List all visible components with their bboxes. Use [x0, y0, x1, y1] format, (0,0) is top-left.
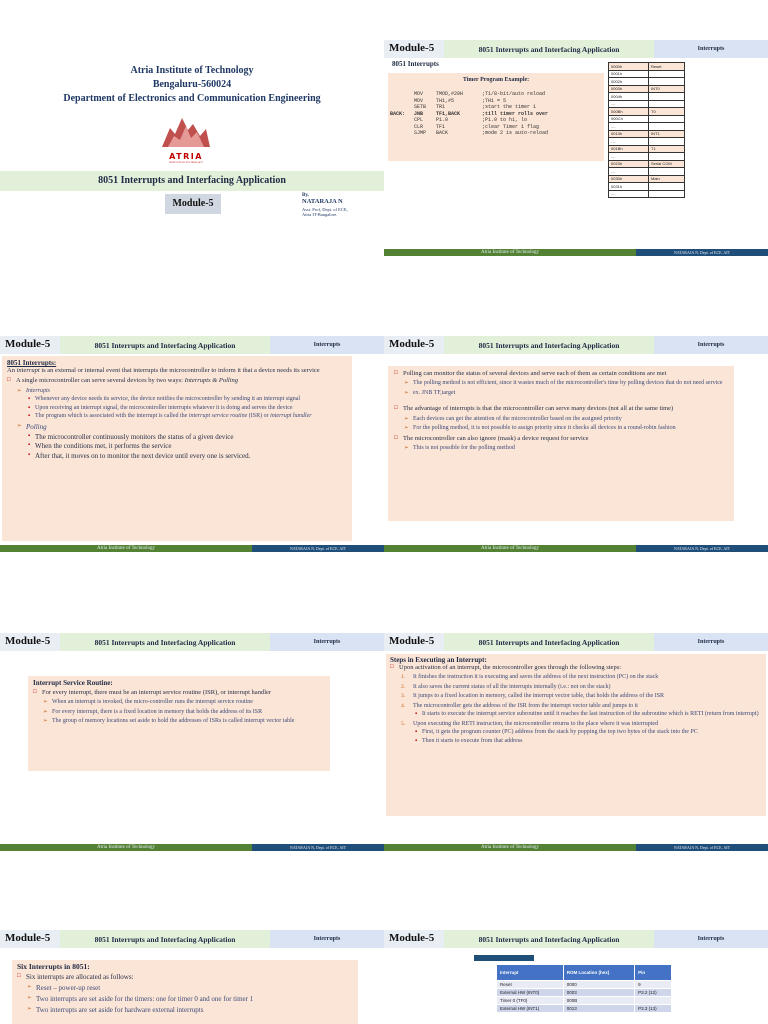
code-op: MOV — [414, 91, 424, 97]
sub-list — [403, 416, 728, 433]
detail-list — [413, 729, 762, 745]
vector-address: 0023h — [609, 160, 649, 168]
text-span: Interrupts & Polling — [184, 377, 239, 385]
code-arg: TF1,BACK — [436, 110, 461, 117]
slide-header — [384, 930, 768, 948]
sub-item: ➢ Each devices can get the attention of the microcontroller based on the assigned priority — [403, 416, 728, 424]
slide-cover — [0, 40, 384, 262]
vector-row — [609, 130, 685, 138]
table-cell: External HW (INT0) — [497, 989, 564, 997]
vector-name: Reset — [649, 63, 685, 71]
slide-header — [384, 336, 768, 354]
vector-row — [609, 108, 685, 116]
slide-header — [384, 40, 768, 58]
vector-row — [609, 93, 685, 101]
vector-address: .... — [609, 138, 649, 146]
bullet-list — [17, 973, 353, 1014]
table-cell: 000B — [563, 997, 634, 1005]
vector-address: .... — [609, 123, 649, 131]
slide-topic: Interrupts — [654, 633, 768, 651]
atria-logo — [160, 114, 212, 164]
detail-item: ▪ It starts to execute the interrupt service subroutine until it reaches the last instruction of the subroutine which is RETI (return from interrupt) — [413, 711, 762, 719]
sub-item: ➢ The group of memory locations set aside to hold the addresses of ISRs is called interrupt vector table — [42, 718, 325, 726]
vector-name — [649, 183, 685, 191]
timer-code-listing — [390, 91, 592, 137]
vector-name: Serial COM — [649, 160, 685, 168]
table-accent-bar — [474, 955, 534, 961]
vector-address: .... — [609, 190, 649, 198]
sub-list — [16, 388, 347, 461]
slide-isr — [0, 633, 384, 855]
text-span: Interrupts — [26, 387, 50, 394]
timer-code-box — [388, 73, 604, 161]
footer-institute: Atria Institute of Technology — [0, 844, 252, 851]
slide-footer — [384, 844, 768, 851]
table-cell: External HW (INT1) — [497, 1005, 564, 1013]
footer-author: NATARAJA N, Dept. of ECE, AIT — [636, 545, 768, 552]
slide-title: 8051 Interrupts and Interfacing Application — [60, 336, 270, 354]
sub-item: ➢ For the polling method, it is not possible to assign priority since it checks all devices in a round-robin fashion — [403, 425, 728, 433]
vector-row — [609, 70, 685, 78]
vector-row — [609, 183, 685, 191]
vector-name — [649, 115, 685, 123]
detail-item: ▪ After that, it moves on to monitor the next device until every one is serviced. — [26, 452, 347, 461]
table-row — [497, 989, 672, 997]
table-cell: 0000 — [563, 981, 634, 989]
vector-address: 001Bh — [609, 145, 649, 153]
slide-title: 8051 Interrupts and Interfacing Application — [444, 40, 654, 58]
text-span: Upon activation of an interrupt, the microcontroller goes through the following steps: — [399, 664, 622, 671]
text-span: Polling can monitor the status of several devices and serve each of them as certain conditions are met — [403, 370, 667, 377]
sub-item — [16, 423, 347, 461]
table-cell: Reset — [497, 981, 564, 989]
bullet-item — [394, 370, 728, 397]
vector-row — [609, 85, 685, 93]
module-tag: Module-5 — [384, 633, 444, 651]
code-op: CLR — [414, 123, 424, 130]
vector-name: INT1 — [649, 130, 685, 138]
text-span: interrupt handler — [270, 413, 312, 420]
vector-address: 000Bh — [609, 108, 649, 116]
code-label: BACK: — [390, 110, 406, 117]
text-span: The program which is associated with the interrupt is called the — [35, 413, 189, 420]
code-line — [390, 130, 592, 137]
institute-name: Atria Institute of Technology — [130, 65, 254, 76]
table-cell: 0013 — [563, 1005, 634, 1013]
content-box — [2, 356, 352, 541]
detail-list — [413, 711, 762, 719]
detail-list — [26, 433, 347, 461]
table-cell: 9 — [635, 981, 672, 989]
code-op: MOV — [414, 97, 424, 104]
bullet-list — [7, 377, 347, 460]
module-tag: Module-5 — [0, 336, 60, 354]
vector-row — [609, 115, 685, 123]
step-item — [399, 703, 762, 719]
slide-six-interrupts — [0, 930, 384, 1024]
table-cell: Timer 0 (TF0) — [497, 997, 564, 1005]
code-op: CPL — [414, 117, 424, 123]
vector-name: T1 — [649, 145, 685, 153]
text-span: interrupt — [16, 367, 40, 374]
table-cell: P3.3 (13) — [635, 1005, 672, 1013]
code-arg: TH1,#5 — [436, 97, 455, 104]
text-span: The advantage of interrupts is that the microcontroller can serve many devices (not all at the same time) — [403, 405, 674, 413]
slide-title: 8051 Interrupts and Interfacing Application — [444, 633, 654, 651]
author-name: NATARAJA N — [302, 198, 343, 205]
footer-institute: Atria Institute of Technology — [384, 844, 636, 851]
code-cmt: ;mode 2 is auto-reload — [482, 130, 549, 136]
sub-list — [403, 445, 728, 453]
footer-author: NATARAJA N, Dept. of ECE, AIT — [252, 545, 384, 552]
text-span: interrupt service routine — [188, 413, 248, 420]
vector-name — [649, 168, 685, 176]
vector-row — [609, 63, 685, 71]
vector-name: INT0 — [649, 85, 685, 93]
bullet-item — [394, 405, 728, 432]
steps-list — [399, 674, 762, 745]
vector-address: .... — [609, 100, 649, 108]
vector-address: 000Ch — [609, 115, 649, 123]
detail-item: ▪ First, it gets the program counter (PC) address from the stack by popping the top two bytes of the stack into the PC — [413, 729, 762, 737]
slide-header — [0, 633, 384, 651]
code-cmt: ;TH1 = 5 — [482, 97, 507, 104]
step-item: It jumps to a fixed location in memory, called the interrupt vector table, that holds the address of the ISR — [413, 693, 665, 700]
vector-address: .... — [609, 168, 649, 176]
slide-topic: Interrupts — [270, 930, 384, 948]
bullet-item — [394, 435, 728, 453]
logo-subtext: INSTITUTE OF TECHNOLOGY — [168, 161, 204, 164]
table-header-row — [497, 965, 672, 981]
slide-interrupt-table — [384, 930, 768, 1024]
content-box — [28, 676, 330, 771]
sub-item: ➢ Two interrupts are set aside for hardware external interrupts — [26, 1006, 353, 1015]
slide-topic: Interrupts — [654, 930, 768, 948]
slide-header — [0, 930, 384, 948]
vector-name — [649, 100, 685, 108]
institute-city: Bengaluru-560024 — [152, 79, 232, 90]
author-block — [302, 193, 384, 217]
vector-row — [609, 138, 685, 146]
module-tag: Module-5 — [384, 336, 444, 354]
code-arg: TF1 — [436, 123, 446, 130]
slide-title: 8051 Interrupts and Interfacing Application — [60, 930, 270, 948]
vector-address: .... — [609, 153, 649, 161]
logo-mountain-icon — [160, 114, 212, 148]
text-span: Upon executing the RETI instruction, the microcontroller returns to the place where it was interrupted — [413, 720, 659, 727]
sub-item: ➢ ex. JNB TF,target — [403, 390, 728, 398]
table-header-cell: ROM Location (hex) — [563, 965, 634, 981]
code-cmt: ;clear Timer 1 flag — [482, 123, 540, 130]
bullet-list — [394, 370, 728, 453]
table-header-cell: Pin — [635, 965, 672, 981]
sub-list — [26, 984, 353, 1014]
table-row — [497, 981, 672, 989]
slide-heading: Interrupt Service Routine: — [33, 679, 113, 687]
text-span: A single microcontroller can serve several devices by two ways: — [16, 377, 185, 385]
detail-item: ▪ The microcontroller continuously monitors the status of a given device — [26, 433, 347, 442]
bullet-list — [33, 689, 325, 726]
detail-item: ▪ Then it starts to execute from that address — [413, 738, 762, 746]
code-cmt: ;till timer rolls over — [482, 110, 549, 117]
code-op: SETB — [414, 104, 427, 110]
sub-item: ➢ For every interrupt, there is a fixed location in memory that holds the address of its ISR — [42, 709, 325, 717]
slide-title: 8051 Interrupts and Interfacing Application — [60, 633, 270, 651]
code-cmt: ;T1/8-bit/auto reload — [482, 91, 546, 97]
text-span: The microcontroller can also ignore (mask) a device request for service — [403, 434, 589, 442]
vector-row — [609, 100, 685, 108]
cover-title-banner — [0, 171, 384, 191]
bullet-item — [17, 973, 353, 1014]
vector-address: 0000h — [609, 63, 649, 71]
slide-heading: Steps in Executing an Interrupt: — [390, 656, 487, 664]
slide-topic: Interrupts — [654, 40, 768, 58]
slide-timer-example — [384, 40, 768, 262]
vector-name: T0 — [649, 108, 685, 116]
table-cell — [635, 997, 672, 1005]
slide-title: 8051 Interrupts and Interfacing Application — [444, 336, 654, 354]
detail-item: ▪ Whenever any device needs its service, the device notifies the microcontroller by sending it an interrupt signal — [26, 396, 347, 404]
sub-item — [16, 388, 347, 421]
sub-list — [403, 380, 728, 397]
cover-title: 8051 Interrupts and Interfacing Application — [98, 175, 286, 186]
text-span: An — [7, 367, 17, 374]
content-box — [388, 366, 734, 521]
slide-topic: Interrupts — [654, 336, 768, 354]
vector-row — [609, 78, 685, 86]
slide-header — [0, 336, 384, 354]
vector-name — [649, 153, 685, 161]
sub-item: ➢ Two interrupts are set aside for the timers: one for timer 0 and one for timer 1 — [26, 995, 353, 1004]
table-cell: 0003 — [563, 989, 634, 997]
table-row — [497, 1005, 672, 1013]
step-item: It also saves the current status of all the interrupts internally (i.e.: not on the stack) — [413, 683, 611, 690]
code-arg: BACK — [436, 130, 449, 136]
vector-row — [609, 145, 685, 153]
footer-institute: Atria Institute of Technology — [384, 249, 636, 256]
detail-item: ▪ Upon receiving an interrupt signal, the microcontroller interrupts whatever it is doing and serves the device — [26, 405, 347, 413]
detail-item — [26, 413, 347, 421]
author-designation: Asst. Prof, Dept. of ECE, — [302, 207, 348, 212]
vector-row — [609, 175, 685, 183]
slide-footer — [0, 844, 384, 851]
vector-name — [649, 190, 685, 198]
code-arg: TR1 — [436, 104, 446, 110]
slide-interrupts-intro — [0, 336, 384, 558]
vector-name: Main — [649, 175, 685, 183]
slide-title: 8051 Interrupts and Interfacing Application — [444, 930, 654, 948]
code-arg: P1.0 — [436, 117, 449, 123]
timer-box-title: Timer Program Example: — [462, 77, 530, 83]
vector-name — [649, 78, 685, 86]
cover-module-badge: Module-5 — [165, 194, 221, 214]
slide-footer — [384, 249, 768, 256]
detail-item: ▪ When the conditions met, it performs the service — [26, 442, 347, 451]
interrupt-rom-table — [496, 964, 672, 1013]
slide-steps — [384, 633, 768, 855]
vector-address: 0004h — [609, 93, 649, 101]
sub-item: ➢ When an interrupt is invoked, the micro-controller runs the interrupt service routine — [42, 699, 325, 707]
slide-polling — [384, 336, 768, 558]
vector-name — [649, 70, 685, 78]
vector-address: 0003h — [609, 85, 649, 93]
department-name: Department of Electronics and Communication Engineering — [63, 93, 321, 104]
text-span: For every interrupt, there must be an interrupt service routine (ISR), or interrupt handler — [42, 689, 272, 696]
module-tag: Module-5 — [0, 633, 60, 651]
slide-footer — [0, 545, 384, 552]
slide-topic: Interrupts — [270, 633, 384, 651]
code-cmt: ;P1.0 to hi, lo — [482, 117, 528, 123]
vector-row — [609, 190, 685, 198]
author-by: By, — [302, 193, 309, 198]
module-tag: Module-5 — [384, 930, 444, 948]
slide-heading: Six Interrupts in 8051: — [17, 962, 90, 971]
code-op: SJMP — [414, 130, 427, 136]
interrupt-definition — [7, 367, 347, 375]
text-span: Polling — [26, 422, 47, 431]
sub-list — [42, 699, 325, 726]
text-span: is an external or internal event that interrupts the microcontroller to inform it that a device needs its service — [39, 367, 320, 374]
slide-heading: 8051 Interrupts — [392, 60, 439, 68]
footer-author: NATARAJA N, Dept. of ECE, AIT — [252, 844, 384, 851]
vector-address: 0001h — [609, 70, 649, 78]
text-span: Six interrupts are allocated as follows: — [26, 973, 134, 981]
code-cmt: ;start the timer 1 — [482, 104, 537, 110]
sub-item: ➢ Reset – power-up reset — [26, 984, 353, 993]
slide-topic: Interrupts — [270, 336, 384, 354]
module-tag: Module-5 — [0, 930, 60, 948]
footer-author: NATARAJA N, Dept. of ECE, AIT — [636, 844, 768, 851]
vector-name — [649, 138, 685, 146]
slide-footer — [384, 545, 768, 552]
footer-institute: Atria Institute of Technology — [0, 545, 252, 552]
footer-author: NATARAJA N, Dept. of ECE, AIT — [636, 249, 768, 256]
sub-item: ➢ The polling method is not efficient, since it wastes much of the microcontroller's time by polling devices that do not need service — [403, 380, 728, 388]
vector-row — [609, 123, 685, 131]
table-cell: P3.2 (12) — [635, 989, 672, 997]
vector-address: 0013h — [609, 130, 649, 138]
vector-row — [609, 160, 685, 168]
text-span: (ISR) or — [247, 413, 271, 420]
vector-row — [609, 153, 685, 161]
bullet-item — [7, 377, 347, 460]
code-label — [390, 130, 414, 137]
code-op: JNB — [414, 110, 424, 117]
module-tag: Module-5 — [384, 40, 444, 58]
step-item — [399, 721, 762, 746]
detail-list — [26, 396, 347, 421]
code-arg: TMOD,#20H — [436, 91, 464, 97]
bullet-list — [390, 664, 762, 745]
bullet-item — [33, 689, 325, 726]
text-span: The microcontroller gets the address of the ISR from the interrupt vector table and jumps to it — [413, 702, 638, 709]
vector-address: 0002h — [609, 78, 649, 86]
author-affiliation: Atria IT-Bangalore. — [302, 212, 338, 217]
vector-address: 0030h — [609, 175, 649, 183]
table-header-cell: Interrupt — [497, 965, 564, 981]
vector-name — [649, 123, 685, 131]
slide-heading: 8051 Interrupts: — [7, 359, 57, 367]
vector-table — [608, 62, 685, 198]
bullet-item — [390, 664, 762, 745]
logo-text: ATRIA — [169, 152, 203, 161]
slide-header — [384, 633, 768, 651]
vector-row — [609, 168, 685, 176]
table-row — [497, 997, 672, 1005]
footer-institute: Atria Institute of Technology — [384, 545, 636, 552]
vector-address: 0031h — [609, 183, 649, 191]
step-item: It finishes the instruction it is executing and saves the address of the next instruction (PC) on the stack — [413, 674, 659, 681]
sub-item: ➢ This is not possible for the polling method — [403, 445, 728, 453]
content-box — [12, 960, 358, 1024]
content-box — [386, 654, 766, 816]
vector-name — [649, 93, 685, 101]
